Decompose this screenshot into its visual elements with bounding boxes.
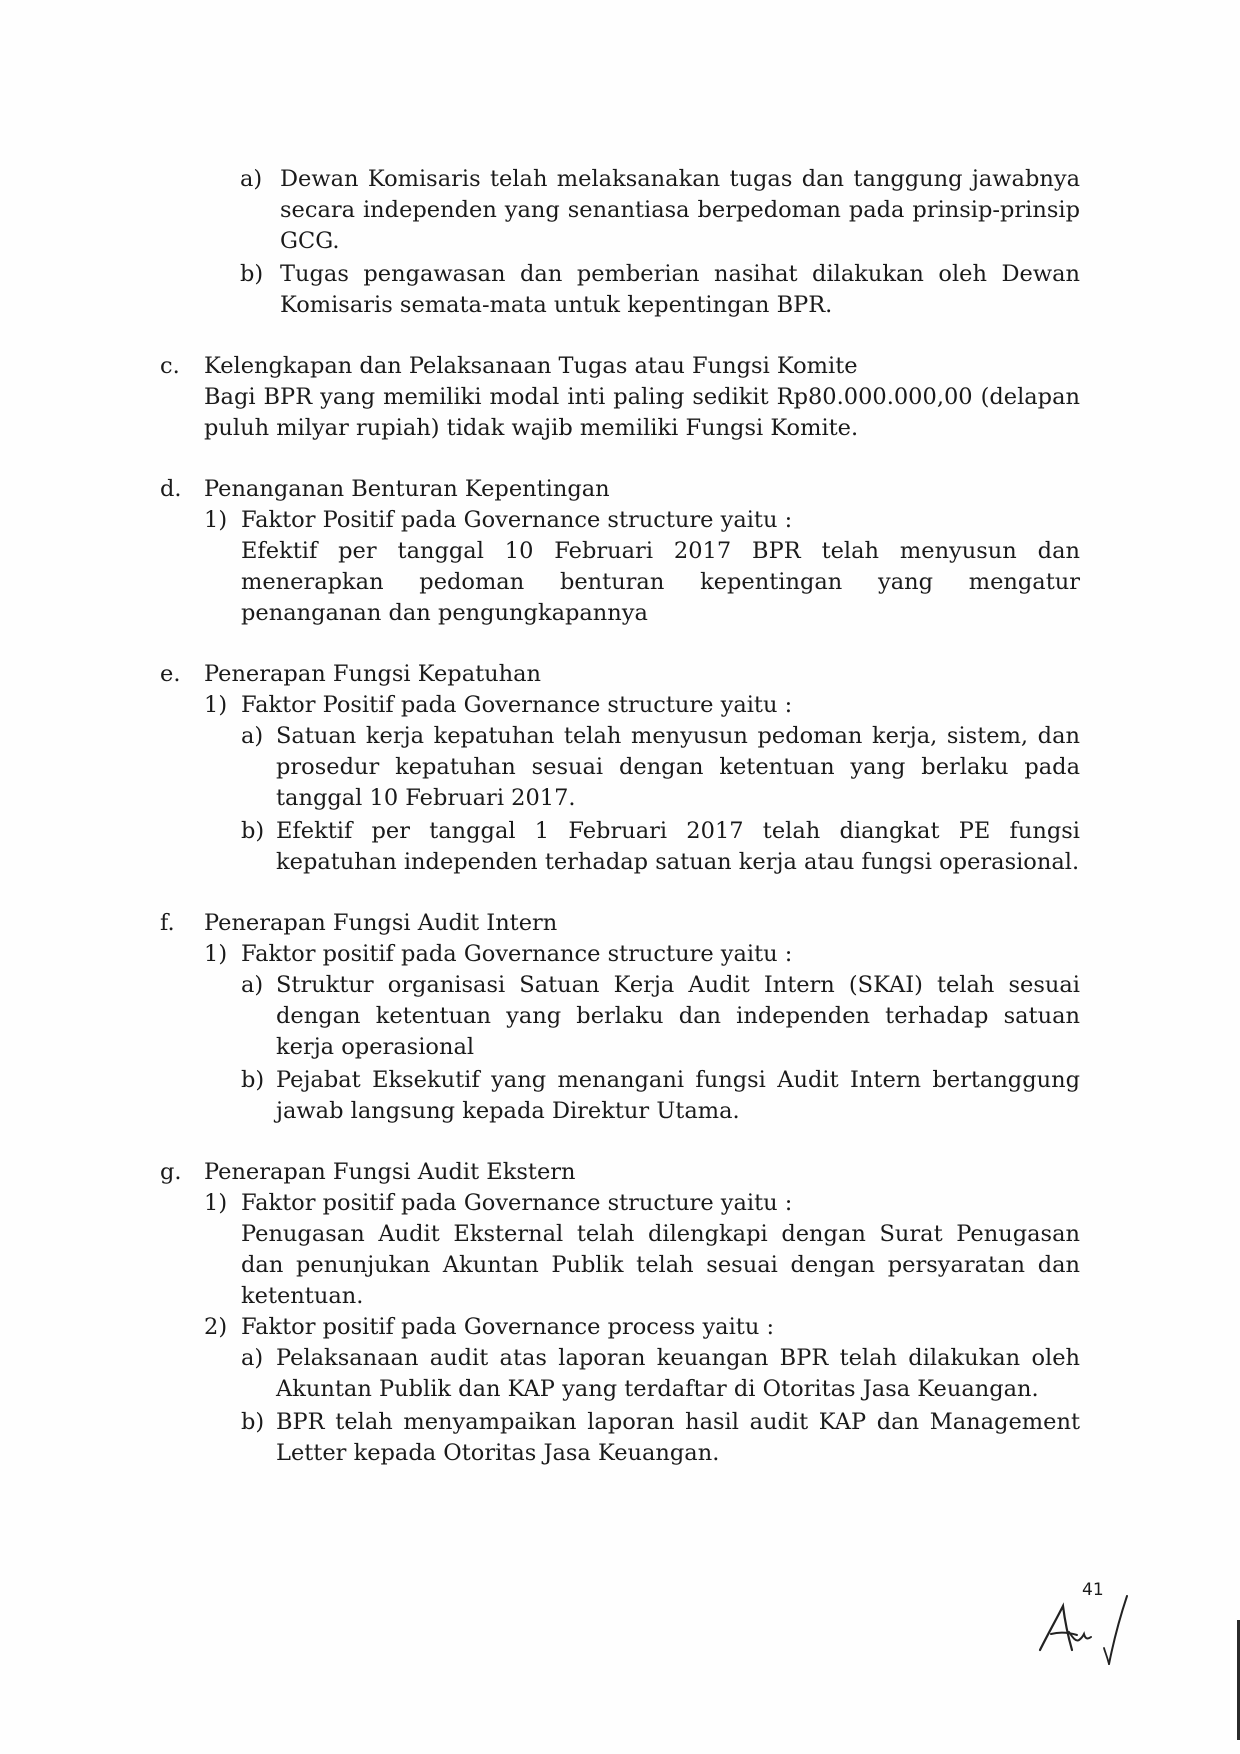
item-label: 2): [204, 1314, 228, 1340]
item-title: Faktor positif pada Governance structure yaitu :: [241, 1190, 793, 1216]
section-body: Bagi BPR yang memiliki modal inti paling sedikit Rp80.000.000,00 (delapan puluh milyar rupiah) tidak wajib memiliki Fungsi Komite.: [204, 384, 1080, 441]
item-text: Satuan kerja kepatuhan telah menyusun pedoman kerja, sistem, dan prosedur kepatuhan sesuai dengan ketentuan yang berlaku pada tanggal 10 Februari 2017.: [276, 723, 1080, 811]
item-label: a): [241, 1345, 264, 1371]
item-body: Efektif per tanggal 10 Februari 2017 BPR telah menyusun dan menerapkan pedoman benturan kepentingan yang mengatur penanganan dan pengungkapannya: [241, 538, 1080, 626]
section-label: f.: [160, 910, 175, 936]
item-label: b): [241, 1067, 265, 1093]
item-text: BPR telah menyampaikan laporan hasil audit KAP dan Management Letter kepada Otoritas Jasa Keuangan.: [276, 1409, 1080, 1466]
list-item-f-1: [160, 939, 1080, 970]
section-title: Penanganan Benturan Kepentingan: [204, 476, 610, 502]
signature-initials: [1035, 1592, 1145, 1672]
list-item-intro-a: [160, 164, 1080, 257]
list-item-d-1: [160, 505, 1080, 629]
item-label: a): [241, 972, 264, 998]
item-title: Faktor positif pada Governance structure yaitu :: [241, 941, 793, 967]
section-f: [160, 908, 1080, 939]
document-body: [160, 164, 1080, 1469]
item-body: Penugasan Audit Eksternal telah dilengkapi dengan Surat Penugasan dan penunjukan Akuntan Publik telah sesuai dengan persyaratan dan ketentuan.: [241, 1221, 1080, 1309]
item-label: 1): [204, 507, 228, 533]
item-text: Pejabat Eksekutif yang menangani fungsi Audit Intern bertanggung jawab langsung kepada Direktur Utama.: [276, 1067, 1080, 1124]
item-label: b): [241, 1409, 265, 1435]
section-label: d.: [160, 476, 182, 502]
item-label: a): [240, 166, 263, 192]
list-item-g-2-a: [160, 1343, 1080, 1405]
section-title: Penerapan Fungsi Audit Ekstern: [204, 1159, 576, 1185]
list-item-e-1-b: [160, 816, 1080, 878]
list-item-f-1-a: [160, 970, 1080, 1063]
item-label: 1): [204, 941, 228, 967]
item-label: b): [240, 261, 264, 287]
section-label: g.: [160, 1159, 182, 1185]
list-item-g-1: [160, 1188, 1080, 1312]
section-g: [160, 1157, 1080, 1188]
item-text: Tugas pengawasan dan pemberian nasihat dilakukan oleh Dewan Komisaris semata-mata untuk kepentingan BPR.: [280, 261, 1080, 318]
item-label: b): [241, 818, 265, 844]
section-title: Penerapan Fungsi Kepatuhan: [204, 661, 542, 687]
list-item-intro-b: [160, 259, 1080, 321]
item-title: Faktor positif pada Governance process yaitu :: [241, 1314, 775, 1340]
page-number: 41: [1082, 1580, 1104, 1600]
section-label: e.: [160, 661, 181, 687]
section-label: c.: [160, 353, 180, 379]
list-item-e-1-a: [160, 721, 1080, 814]
item-label: a): [241, 723, 264, 749]
item-title: Faktor Positif pada Governance structure yaitu :: [241, 507, 793, 533]
item-label: 1): [204, 692, 228, 718]
section-c: [160, 351, 1080, 444]
item-text: Pelaksanaan audit atas laporan keuangan BPR telah dilakukan oleh Akuntan Publik dan KAP yang terdaftar di Otoritas Jasa Keuangan.: [276, 1345, 1080, 1402]
item-text: Dewan Komisaris telah melaksanakan tugas dan tanggung jawabnya secara independen yang senantiasa berpedoman pada prinsip-prinsip GCG.: [280, 166, 1080, 254]
list-item-e-1: [160, 690, 1080, 721]
section-d: [160, 474, 1080, 505]
item-label: 1): [204, 1190, 228, 1216]
list-item-g-2-b: [160, 1407, 1080, 1469]
section-title: Penerapan Fungsi Audit Intern: [204, 910, 558, 936]
list-item-g-2: [160, 1312, 1080, 1343]
section-title: Kelengkapan dan Pelaksanaan Tugas atau Fungsi Komite: [204, 353, 858, 379]
item-title: Faktor Positif pada Governance structure yaitu :: [241, 692, 793, 718]
item-text: Efektif per tanggal 1 Februari 2017 telah diangkat PE fungsi kepatuhan independen terhadap satuan kerja atau fungsi operasional.: [276, 818, 1080, 875]
section-e: [160, 659, 1080, 690]
item-text: Struktur organisasi Satuan Kerja Audit Intern (SKAI) telah sesuai dengan ketentuan yang berlaku dan independen terhadap satuan kerja operasional: [276, 972, 1080, 1060]
list-item-f-1-b: [160, 1065, 1080, 1127]
